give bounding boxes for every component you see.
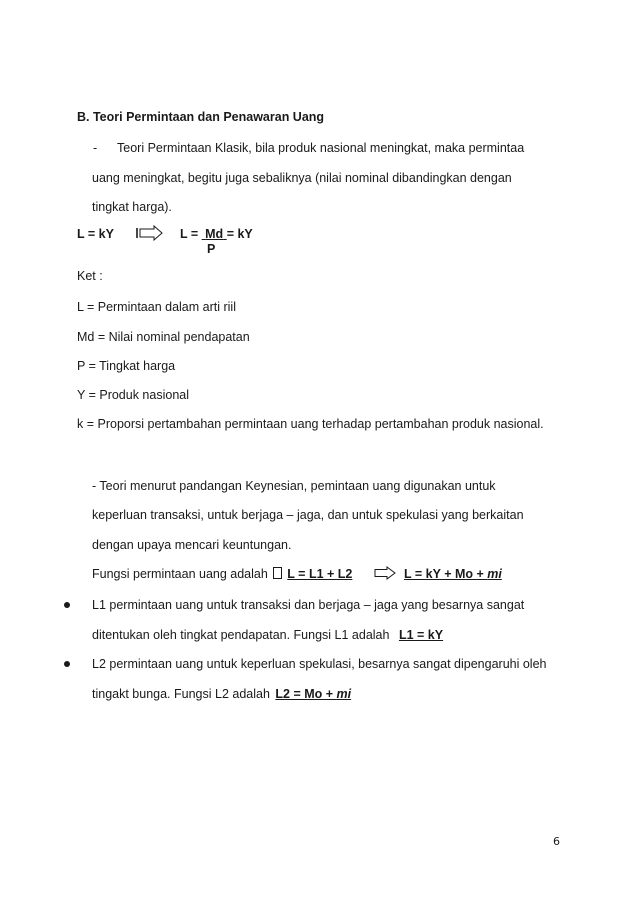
formula-denominator: P xyxy=(207,242,216,256)
bullet-equation: L1 = kY xyxy=(398,628,444,642)
formula-lhs: L = kY xyxy=(77,227,114,241)
ket-item: P = Tingkat harga xyxy=(77,359,176,373)
bullet-icon xyxy=(64,661,70,667)
ket-item: L = Permintaan dalam arti riil xyxy=(77,300,236,314)
paragraph-line: Teori Permintaan Klasik, bila produk nasional meningkat, maka permintaa xyxy=(117,141,525,155)
formula-rhs xyxy=(180,226,253,242)
implies-arrow-icon xyxy=(374,566,396,580)
fungsi-line xyxy=(92,566,352,582)
fungsi-eq1: L = L1 + L2 xyxy=(287,567,353,581)
implies-arrow-icon xyxy=(136,225,164,241)
ket-item: Y = Produk nasional xyxy=(77,388,189,402)
ket-title: Ket : xyxy=(77,269,103,283)
paragraph-line: tingkat harga). xyxy=(92,200,172,214)
paragraph-line: dengan upaya mencari keuntungan. xyxy=(92,538,292,552)
fungsi-eq2: L = kY + Mo + mi xyxy=(404,567,502,581)
formula-rhs-suffix: = kY xyxy=(226,227,253,241)
bullet-line: L1 permintaan uang untuk transaksi dan berjaga – jaga yang besarnya sangat xyxy=(92,598,525,612)
bullet-icon xyxy=(64,602,70,608)
bullet-line: ditentukan oleh tingkat pendapatan. Fungsi L1 adalah L1 = kY xyxy=(92,628,444,642)
paragraph-line: keperluan transaksi, untuk berjaga – jaga, dan untuk spekulasi yang berkaitan xyxy=(92,508,524,522)
bullet-equation: L2 = Mo + mi xyxy=(275,687,352,701)
paragraph-dash: - xyxy=(93,141,98,155)
bullet-line: tingakt bunga. Fungsi L2 adalah L2 = Mo + mi xyxy=(92,687,352,701)
paragraph-line: - Teori menurut pandangan Keynesian, pemintaan uang digunakan untuk xyxy=(92,479,496,493)
formula-rhs-prefix: L = xyxy=(180,227,202,241)
section-heading: B. Teori Permintaan dan Penawaran Uang xyxy=(77,110,325,124)
missing-glyph-icon xyxy=(273,567,282,579)
page-number: 6 xyxy=(553,835,560,848)
paragraph-line: uang meningkat, begitu juga sebaliknya (nilai nominal dibandingkan dengan xyxy=(92,171,512,185)
fungsi-text: Fungsi permintaan uang adalah xyxy=(92,567,272,581)
ket-item: Md = Nilai nominal pendapatan xyxy=(77,330,250,344)
bullet-line: L2 permintaan uang untuk keperluan spekulasi, besarnya sangat dipengaruhi oleh xyxy=(92,657,547,671)
ket-item: k = Proporsi pertambahan permintaan uang terhadap pertambahan produk nasional. xyxy=(77,417,544,431)
formula-numerator: Md xyxy=(205,227,224,241)
